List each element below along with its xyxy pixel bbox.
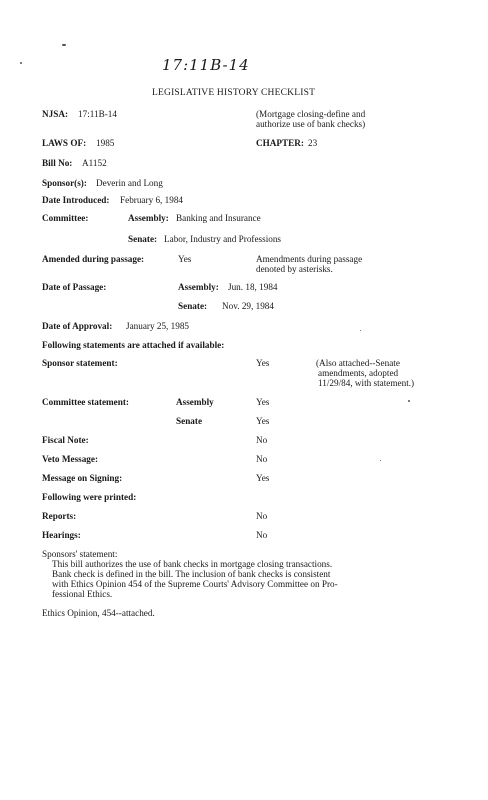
committee-statement-label: Committee statement: (42, 397, 129, 407)
committee-statement-assembly-value: Yes (256, 397, 270, 407)
message-on-signing-label: Message on Signing: (42, 473, 123, 483)
veto-message-value: No (256, 454, 268, 464)
fiscal-note-value: No (256, 435, 268, 445)
sponsor-statement-note-line1: (Also attached--Senate (316, 358, 400, 368)
scan-speck (62, 44, 66, 46)
passage-senate-value: Nov. 29, 1984 (222, 301, 274, 311)
date-introduced-value: February 6, 1984 (120, 195, 184, 205)
fiscal-note-label: Fiscal Note: (42, 435, 89, 445)
sponsors-statement-line1: This bill authorizes the use of bank checks in mortgage closing transactions. (52, 559, 333, 569)
amended-note-line1: Amendments during passage (256, 254, 363, 264)
sponsor-statement-note-line2: amendments, adopted (318, 368, 399, 378)
sponsors-statement-line3: with Ethics Opinion 454 of the Supreme Courts' Advisory Committee on Pro- (52, 579, 338, 589)
committee-label: Committee: (42, 213, 89, 223)
date-of-passage-label: Date of Passage: (42, 282, 107, 292)
reports-value: No (256, 511, 268, 521)
sponsors-label: Sponsor(s): (42, 178, 87, 188)
passage-senate-label: Senate: (178, 301, 208, 311)
message-on-signing-value: Yes (256, 473, 270, 483)
chapter-value: 23 (308, 138, 318, 148)
ethics-opinion-note: Ethics Opinion, 454--attached. (42, 608, 155, 618)
date-of-approval-label: Date of Approval: (42, 321, 113, 331)
committee-statement-senate-value: Yes (256, 416, 270, 426)
veto-message-label: Veto Message: (42, 454, 99, 464)
hearings-label: Hearings: (42, 530, 81, 540)
njsa-value: 17:11B-14 (78, 109, 117, 119)
scan-speck (360, 330, 361, 331)
committee-senate-label: Senate: (128, 234, 158, 244)
bill-no-value: A1152 (82, 158, 107, 168)
bill-no-label: Bill No: (42, 158, 73, 168)
committee-statement-assembly-label: Assembly (176, 397, 214, 407)
page-title: LEGISLATIVE HISTORY CHECKLIST (152, 88, 316, 98)
amended-label: Amended during passage: (42, 254, 145, 264)
sponsors-statement-heading: Sponsors' statement: (42, 549, 118, 559)
handwritten-statute-ref: 17:11B-14 (162, 56, 250, 74)
njsa-description-line2: authorize use of bank checks) (256, 119, 366, 129)
committee-senate-value: Labor, Industry and Professions (164, 234, 282, 244)
committee-assembly-label: Assembly: (128, 213, 169, 223)
laws-of-value: 1985 (96, 138, 115, 148)
date-of-approval-value: January 25, 1985 (126, 321, 190, 331)
scan-speck (380, 460, 381, 461)
sponsor-statement-label: Sponsor statement: (42, 358, 118, 368)
njsa-label: NJSA: (42, 109, 69, 119)
sponsors-value: Deverin and Long (96, 178, 163, 188)
scan-speck (408, 400, 410, 402)
chapter-label: CHAPTER: (256, 138, 304, 148)
sponsor-statement-value: Yes (256, 358, 270, 368)
passage-assembly-value: Jun. 18, 1984 (228, 282, 278, 292)
following-printed-heading: Following were printed: (42, 492, 137, 502)
sponsors-statement-line2: Bank check is defined in the bill. The inclusion of bank checks is consistent (52, 569, 331, 579)
following-attached-heading: Following statements are attached if available: (42, 340, 225, 350)
scan-speck (20, 62, 22, 64)
amended-note-line2: denoted by asterisks. (256, 264, 333, 274)
amended-value: Yes (178, 254, 192, 264)
sponsors-statement-line4: fessional Ethics. (52, 589, 113, 599)
reports-label: Reports: (42, 511, 77, 521)
committee-statement-senate-label: Senate (176, 416, 203, 426)
njsa-description-line1: (Mortgage closing-define and (256, 109, 366, 119)
hearings-value: No (256, 530, 268, 540)
committee-assembly-value: Banking and Insurance (176, 213, 261, 223)
laws-of-label: LAWS OF: (42, 138, 87, 148)
sponsor-statement-note-line3: 11/29/84, with statement.) (318, 378, 415, 388)
date-introduced-label: Date Introduced: (42, 195, 110, 205)
passage-assembly-label: Assembly: (178, 282, 219, 292)
